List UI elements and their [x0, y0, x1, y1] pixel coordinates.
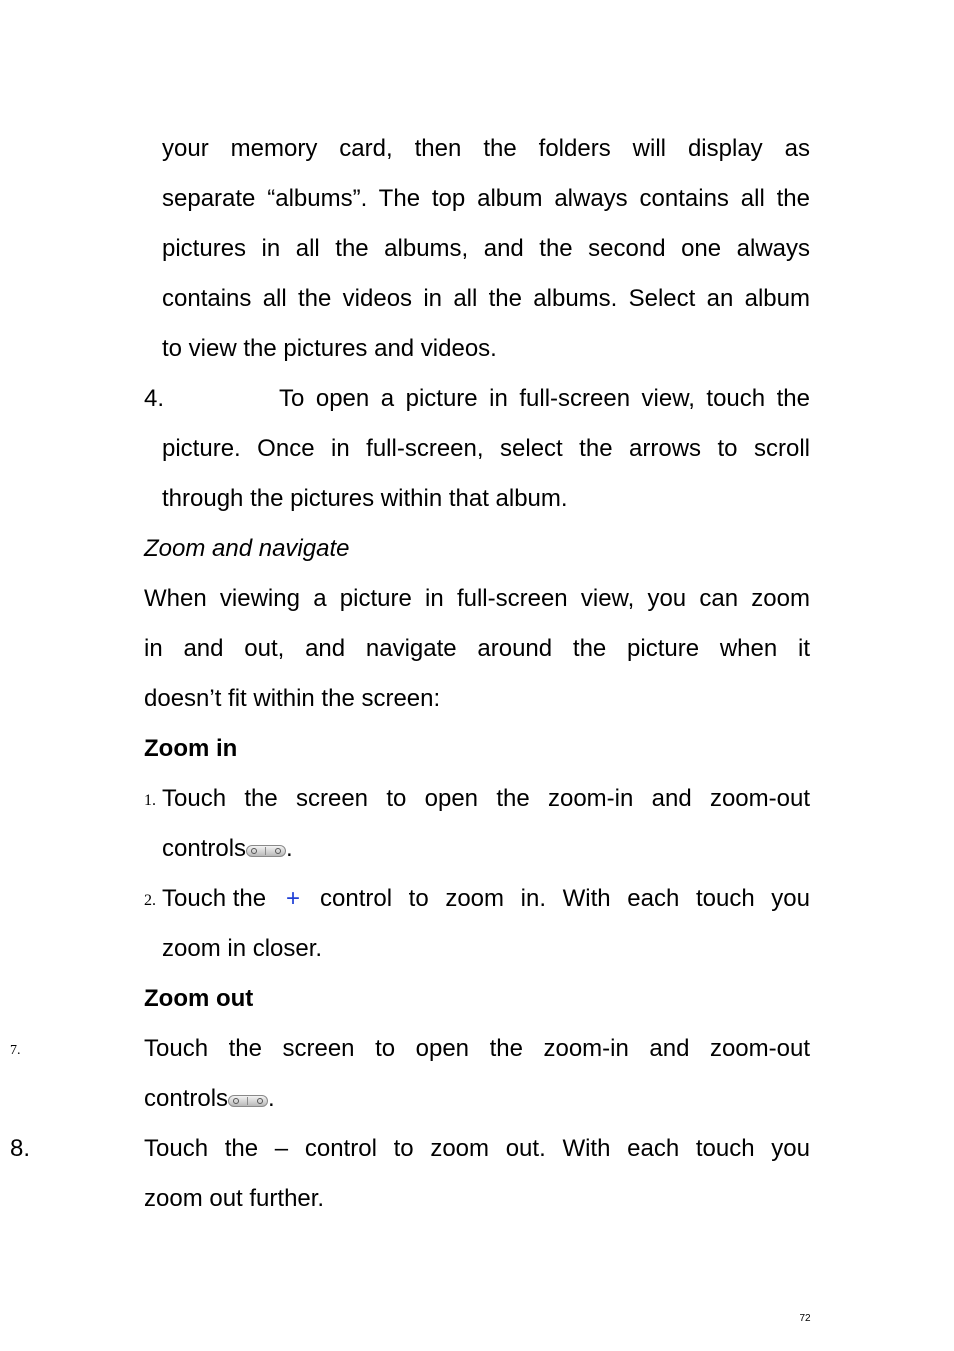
zoom-navigate-heading: Zoom and navigate [144, 535, 350, 562]
intro-line-3: pictures in all the albums, and the second one always [162, 235, 810, 262]
intro-line-5: to view the pictures and videos. [162, 335, 497, 362]
zoom-in-step-1-line-1: Touch the screen to open the zoom-in and zoom-out [162, 785, 810, 812]
zoom-out-heading: Zoom out [144, 985, 254, 1012]
controls-text: controls [144, 1085, 229, 1112]
zoom-out-magnifier-icon [251, 848, 257, 854]
zoom-out-magnifier-icon [233, 1098, 239, 1104]
zoom-in-heading: Zoom in [144, 735, 238, 762]
page-number: 72 [799, 1313, 811, 1324]
controls-period: . [286, 835, 293, 862]
zoom-controls-icon [228, 1095, 268, 1107]
zoom-navigate-line-3: doesn’t fit within the screen: [144, 685, 441, 712]
zoom-out-step-8-line-1: Touch the – control to zoom out. With each touch you [144, 1135, 810, 1162]
step-4-number: 4. [144, 385, 165, 412]
zoom-out-step-7-line-1: Touch the screen to open the zoom-in and zoom-out [144, 1035, 810, 1062]
zoom-out-step-7-line-2 [144, 1084, 275, 1114]
zoom-navigate-line-1: When viewing a picture in full-screen view, you can zoom [144, 585, 810, 612]
zoom-in-step-2-number: 2. [144, 892, 156, 909]
step-4-line-2: picture. Once in full-screen, select the arrows to scroll [162, 435, 810, 462]
zoom-in-magnifier-icon [257, 1098, 263, 1104]
step-4-line-1: To open a picture in full-screen view, touch the [279, 385, 810, 412]
zoom-in-step-1-number: 1. [144, 792, 156, 809]
zoom-controls-icon [246, 845, 286, 857]
controls-text: controls [162, 835, 247, 862]
zoom-in-magnifier-icon [275, 848, 281, 854]
zoom-out-step-8-line-2: zoom out further. [144, 1185, 325, 1212]
intro-line-4: contains all the videos in all the albums. Select an album [162, 285, 810, 312]
plus-sign: + [286, 885, 301, 912]
zoom-out-step-7-number: 7. [10, 1043, 21, 1058]
zoom-in-step-1-line-2 [162, 834, 293, 864]
step-4-line-3: through the pictures within that album. [162, 485, 568, 512]
step-2-pre-text: Touch the [162, 885, 267, 912]
intro-line-2: separate “albums”. The top album always contains all the [162, 185, 810, 212]
zoom-navigate-line-2: in and out, and navigate around the picture when it [144, 635, 810, 662]
intro-line-1: your memory card, then the folders will display as [162, 135, 810, 162]
step-2-post-text: control to zoom in. With each touch you [320, 885, 810, 912]
zoom-in-step-2-line-2: zoom in closer. [162, 935, 323, 962]
controls-period: . [268, 1085, 275, 1112]
zoom-in-step-2-line-1 [162, 884, 810, 914]
zoom-out-step-8-number: 8. [10, 1135, 31, 1162]
